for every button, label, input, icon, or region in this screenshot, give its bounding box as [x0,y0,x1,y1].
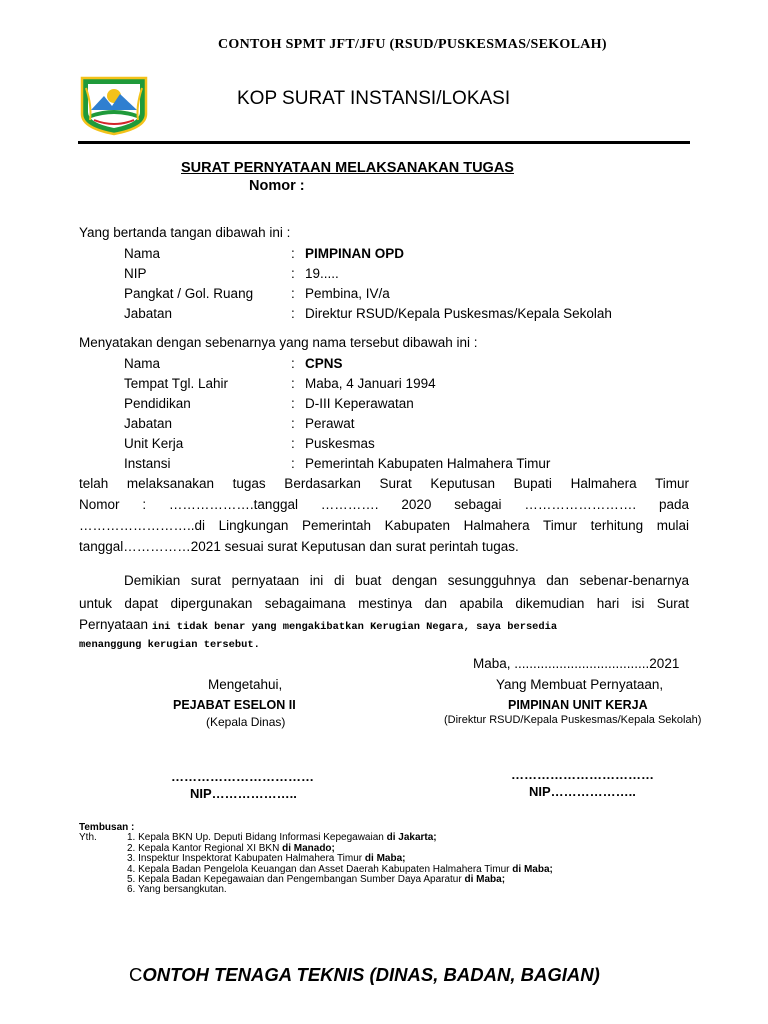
cc-title: Tembusan : [79,822,135,833]
left-sign-name-line: …………………………… [171,769,314,784]
closing-line [124,573,689,588]
bottom-heading [129,964,600,986]
cc-item [127,884,227,895]
subject-education-label: Pendidikan [124,396,191,411]
colon: : [291,436,295,451]
signer-nip-value: 19..... [305,266,339,281]
cc-item-place: di Maba; [364,853,406,864]
right-sign-name-line: …………………………… [511,767,654,782]
signer-position-value: Direktur RSUD/Kepala Puskesmas/Kepala Sekolah [305,306,612,321]
cc-item-text: 4. Kepala Badan Pengelola Keuangan dan Asset Daerah Kabupaten Halmahera Timur [127,864,513,875]
signer-nip-label: NIP [124,266,147,281]
regency-logo [78,76,150,136]
body-line [79,476,689,491]
kop-title: KOP SURAT INSTANSI/LOKASI [237,88,511,109]
signer-rank-value: Pembina, IV/a [305,286,390,301]
closing-bold-text: ini tidak benar yang mengakibatkan Kerugian Negara, saya bersedia [151,621,558,633]
colon: : [291,266,295,281]
colon: : [291,376,295,391]
cc-item-text: 6. Yang bersangkutan. [127,884,227,895]
cc-yth: Yth. [79,832,97,843]
cc-item-text: 5. Kepala Badan Kepegawaian dan Pengembangan Sumber Daya Aparatur [127,874,465,885]
cc-item-text: 1. Kepala BKN Up. Deputi Bidang Informasi Kepegawaian [127,832,387,843]
signer-rank-label: Pangkat / Gol. Ruang [124,286,254,301]
cc-item-place: di Maba; [464,874,506,885]
place-date: Maba, ....................................2021 [473,656,680,671]
crest-icon [78,76,150,136]
colon: : [291,286,295,301]
subject-unit-label: Unit Kerja [124,436,184,451]
subject-agency-label: Instansi [124,456,171,471]
colon: : [291,396,295,411]
cc-item-place: di Maba; [512,864,553,875]
cc-item-place: di Manado; [282,843,335,854]
right-sign-heading: Yang Membuat Pernyataan, [496,677,664,692]
closing-last-line: menanggung kerugian tersebut. [79,639,260,651]
body-line [79,497,689,512]
bottom-heading-initial: C [129,964,143,985]
subject-position-value: Perawat [305,416,355,431]
signer-position-label: Jabatan [124,306,173,321]
cc-item-text: 3. Inspektur Inspektorat Kabupaten Halmahera Timur [127,853,365,864]
subject-birth-label: Tempat Tgl. Lahir [124,376,229,391]
top-heading: CONTOH SPMT JFT/JFU (RSUD/PUSKESMAS/SEKOLAH) [218,37,607,52]
cc-item-text: 2. Kepala Kantor Regional XI BKN [127,843,283,854]
right-sign-sub: (Direktur RSUD/Kepala Puskesmas/Kepala Sekolah) [444,714,702,726]
colon: : [291,246,295,261]
body-line [79,518,689,533]
subject-name-value: CPNS [305,356,343,371]
subject-name-label: Nama [124,356,161,371]
right-sign-nip: NIP……………….. [529,784,636,799]
letter-title: SURAT PERNYATAAN MELAKSANAKAN TUGAS [181,160,514,176]
header-rule [78,141,690,144]
colon: : [291,416,295,431]
subject-unit-value: Puskesmas [305,436,375,451]
left-sign-sub: (Kepala Dinas) [206,715,286,729]
subject-agency-value: Pemerintah Kabupaten Halmahera Timur [305,456,551,471]
letter-number: Nomor : [249,178,305,194]
body-last-line: tanggal……………2021 sesuai surat Keputusan dan surat perintah tugas. [79,539,519,554]
closing-text: Demikian surat pernyataan ini di buat dengan sesungguhnya dan sebenar-benarnya [124,573,689,588]
signer-name-label: Nama [124,246,161,261]
closing-text: untuk dapat dipergunakan sebagaimana mestinya dan apabila dikemudian hari isi Surat [79,596,689,611]
left-sign-heading: Mengetahui, [208,677,283,692]
body-text: telah melaksanakan tugas Berdasarkan Surat Keputusan Bupati Halmahera Timur [79,476,689,491]
colon: : [291,356,295,371]
left-sign-role: PEJABAT ESELON II [173,698,296,712]
right-sign-role: PIMPINAN UNIT KERJA [508,698,648,712]
left-sign-nip: NIP……………….. [190,786,297,801]
subject-birth-value: Maba, 4 Januari 1994 [305,376,436,391]
subject-intro: Menyatakan dengan sebenarnya yang nama tersebut dibawah ini : [79,335,478,350]
closing-line [79,617,689,633]
closing-text: Pernyataan [79,617,149,632]
closing-line [79,596,689,611]
signer-name-value: PIMPINAN OPD [305,246,405,261]
bottom-heading-text: ONTOH TENAGA TEKNIS (DINAS, BADAN, BAGIAN) [142,964,600,985]
subject-position-label: Jabatan [124,416,173,431]
signer-intro: Yang bertanda tangan dibawah ini : [79,225,291,240]
subject-education-value: D-III Keperawatan [305,396,414,411]
body-text: Nomor : ……………….tanggal …………. 2020 sebagai ……………………. pada [79,497,689,512]
cc-item-place: di Jakarta; [386,832,437,843]
body-text: ……………………..di Lingkungan Pemerintah Kabupaten Halmahera Timur terhitung mulai [79,518,689,533]
cc-item [127,832,437,843]
colon: : [291,456,295,471]
cc-item [127,853,405,864]
colon: : [291,306,295,321]
